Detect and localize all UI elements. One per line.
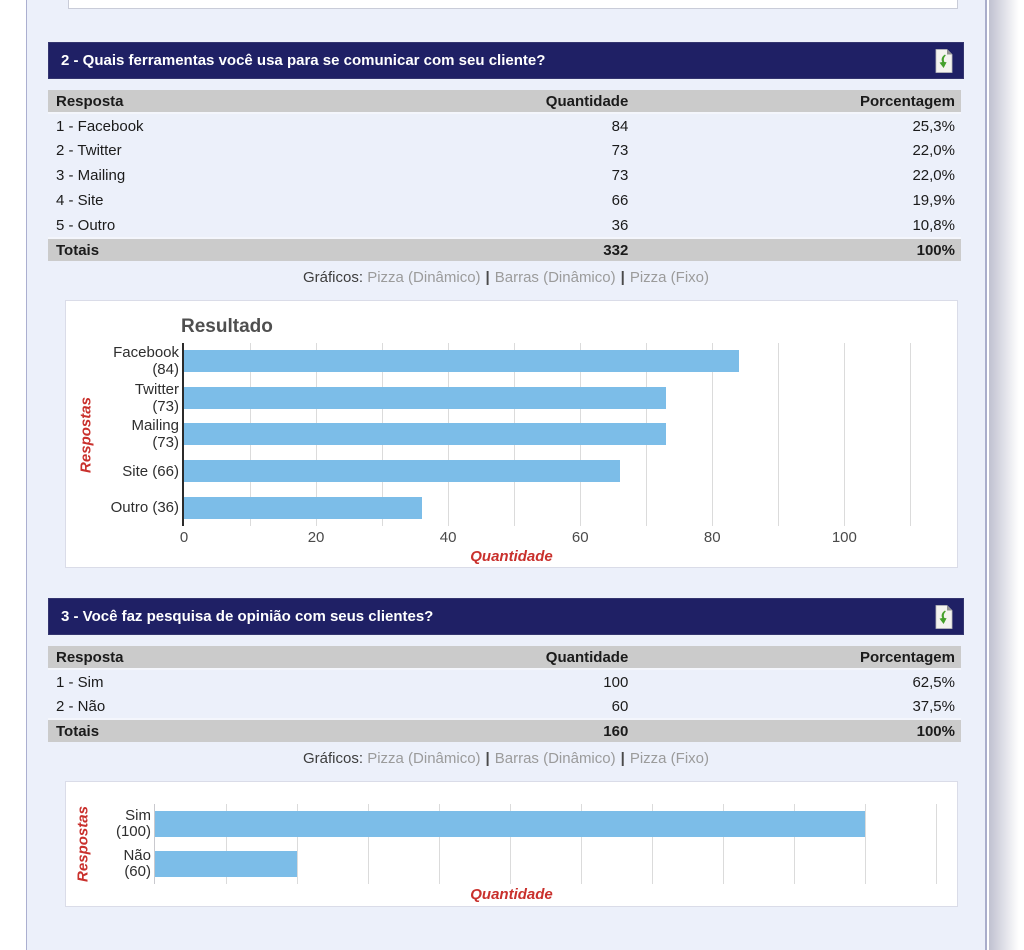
y-axis-title-text: Respostas (74, 806, 92, 882)
column-header-porcentagem: Porcentagem (632, 646, 961, 669)
category-label (100, 844, 154, 884)
bar-row (184, 380, 950, 417)
page-edge-shadow (989, 0, 1019, 950)
bar (184, 497, 422, 519)
table-cell: Totais (48, 238, 431, 261)
totals-row (48, 719, 961, 742)
results-table (48, 90, 961, 261)
column-header-quantidade: Quantidade (431, 90, 632, 113)
bar-row (184, 343, 950, 380)
table-cell: 73 (611, 167, 629, 184)
link-separator: | (620, 750, 625, 767)
category-label (106, 380, 182, 417)
table-cell: 37,5% (912, 697, 955, 715)
bar-row (155, 844, 950, 884)
bar (155, 851, 297, 877)
table-cell: 19,9% (912, 192, 955, 209)
column-header-resposta: Resposta (48, 646, 431, 669)
table-cell: 2 - Não (56, 697, 106, 715)
chart-title: Resultado (181, 316, 273, 337)
x-tick-label: 100 (831, 529, 857, 546)
y-axis-title (66, 804, 100, 884)
category-label-text: Sim (100) (115, 807, 151, 840)
table-cell: 66 (611, 192, 629, 209)
table-cell: 73 (611, 142, 629, 159)
ticks-spacer (66, 526, 184, 548)
category-labels (100, 804, 154, 884)
table-row (48, 138, 961, 163)
table-row (48, 188, 961, 213)
x-tick-label: 60 (571, 529, 589, 546)
y-axis-title (66, 343, 106, 526)
chart-link-pizza-din-mico[interactable]: Pizza (Dinâmico) (367, 750, 481, 767)
category-label-text: Site (66) (122, 462, 179, 480)
question-section-2 (48, 42, 964, 568)
x-tick-label: 0 (179, 529, 189, 546)
document-export-icon[interactable] (934, 49, 954, 73)
content-column (26, 0, 987, 950)
link-separator: | (485, 750, 490, 767)
question-header-bar (48, 598, 964, 635)
chart-link-pizza-fixo[interactable]: Pizza (Fixo) (629, 750, 709, 767)
table-cell: 160 (431, 719, 632, 742)
bar-row (155, 804, 950, 844)
chart-link-pizza-fixo[interactable]: Pizza (Fixo) (629, 269, 709, 286)
plot-area (154, 804, 950, 884)
table-cell: 10,8% (912, 216, 955, 234)
category-label-text: Outro (36) (110, 499, 179, 517)
category-label-text: Facebook (84) (113, 344, 179, 379)
chart-link-barras-din-mico[interactable]: Barras (Dinâmico) (494, 750, 616, 767)
table-cell: 2 - Twitter (56, 142, 122, 159)
x-axis-title: Quantidade (470, 886, 553, 903)
totals-row (48, 238, 961, 261)
table-cell: 60 (611, 697, 629, 715)
results-table (48, 646, 961, 742)
table-cell: 3 - Mailing (56, 167, 126, 184)
x-tick-label: 20 (307, 529, 325, 546)
table-row (48, 213, 961, 238)
chart-panel (65, 300, 958, 568)
table-row (48, 113, 961, 138)
chart-links-bar (48, 269, 964, 288)
x-axis-ticks (179, 526, 950, 548)
category-label (106, 489, 182, 526)
chart-links-bar (48, 750, 964, 769)
bar (184, 460, 620, 482)
y-axis-title-text: Respostas (77, 396, 95, 473)
table-cell: 25,3% (912, 117, 955, 135)
table-cell: Totais (48, 719, 431, 742)
chart-panel (65, 781, 958, 907)
question-title: 3 - Você faz pesquisa de opinião com seus clientes? (61, 608, 434, 625)
table-row (48, 163, 961, 188)
bar-chart (66, 316, 957, 565)
document-export-icon[interactable] (934, 605, 954, 629)
table-cell: 100% (632, 238, 961, 261)
link-separator: | (620, 269, 625, 286)
table-cell: 5 - Outro (56, 216, 116, 234)
table-header-row (48, 90, 961, 113)
table-cell: 84 (611, 117, 629, 135)
x-tick-label: 40 (439, 529, 457, 546)
category-label-text: Twitter (73) (134, 380, 179, 415)
table-cell: 36 (611, 216, 629, 234)
table-cell: 4 - Site (56, 192, 104, 209)
x-axis-title: Quantidade (470, 548, 553, 565)
bar-chart (66, 804, 957, 903)
category-labels (106, 343, 182, 526)
chart-link-barras-din-mico[interactable]: Barras (Dinâmico) (494, 269, 616, 286)
table-cell: 100% (632, 719, 961, 742)
bar (184, 423, 666, 445)
x-tick-label: 80 (703, 529, 721, 546)
bar (184, 350, 739, 372)
table-cell: 1 - Sim (56, 673, 104, 691)
table-cell: 1 - Facebook (56, 117, 144, 135)
table-cell: 22,0% (912, 142, 955, 159)
x-axis-ticks-row (66, 526, 957, 548)
column-header-porcentagem: Porcentagem (632, 90, 961, 113)
table-header-row (48, 646, 961, 669)
column-header-resposta: Resposta (48, 90, 431, 113)
category-label-text: Não (60) (123, 847, 151, 880)
bar (155, 811, 865, 837)
table-cell: 100 (603, 673, 629, 691)
table-cell: 332 (431, 238, 632, 261)
category-label (106, 453, 182, 490)
previous-panel-bottom-edge (68, 0, 958, 9)
chart-link-pizza-din-mico[interactable]: Pizza (Dinâmico) (367, 269, 481, 286)
bar-row (184, 489, 950, 526)
bar-row (184, 453, 950, 490)
question-header-bar (48, 42, 964, 79)
chart-links-label: Gráficos: (303, 269, 364, 286)
table-cell: 62,5% (912, 673, 955, 691)
category-label (100, 804, 154, 844)
question-section-3 (48, 598, 964, 907)
question-title: 2 - Quais ferramentas você usa para se comunicar com seu cliente? (61, 52, 546, 69)
column-header-quantidade: Quantidade (431, 646, 632, 669)
category-label-text: Mailing (73) (131, 417, 179, 452)
bar-row (184, 416, 950, 453)
table-row (48, 669, 961, 694)
plot-area (182, 343, 950, 526)
link-separator: | (485, 269, 490, 286)
table-cell: 22,0% (912, 167, 955, 184)
category-label (106, 343, 182, 380)
table-row (48, 694, 961, 719)
bar (184, 387, 666, 409)
chart-body (66, 343, 957, 526)
category-label (106, 416, 182, 453)
chart-body (66, 804, 957, 884)
chart-links-label: Gráficos: (303, 750, 364, 767)
